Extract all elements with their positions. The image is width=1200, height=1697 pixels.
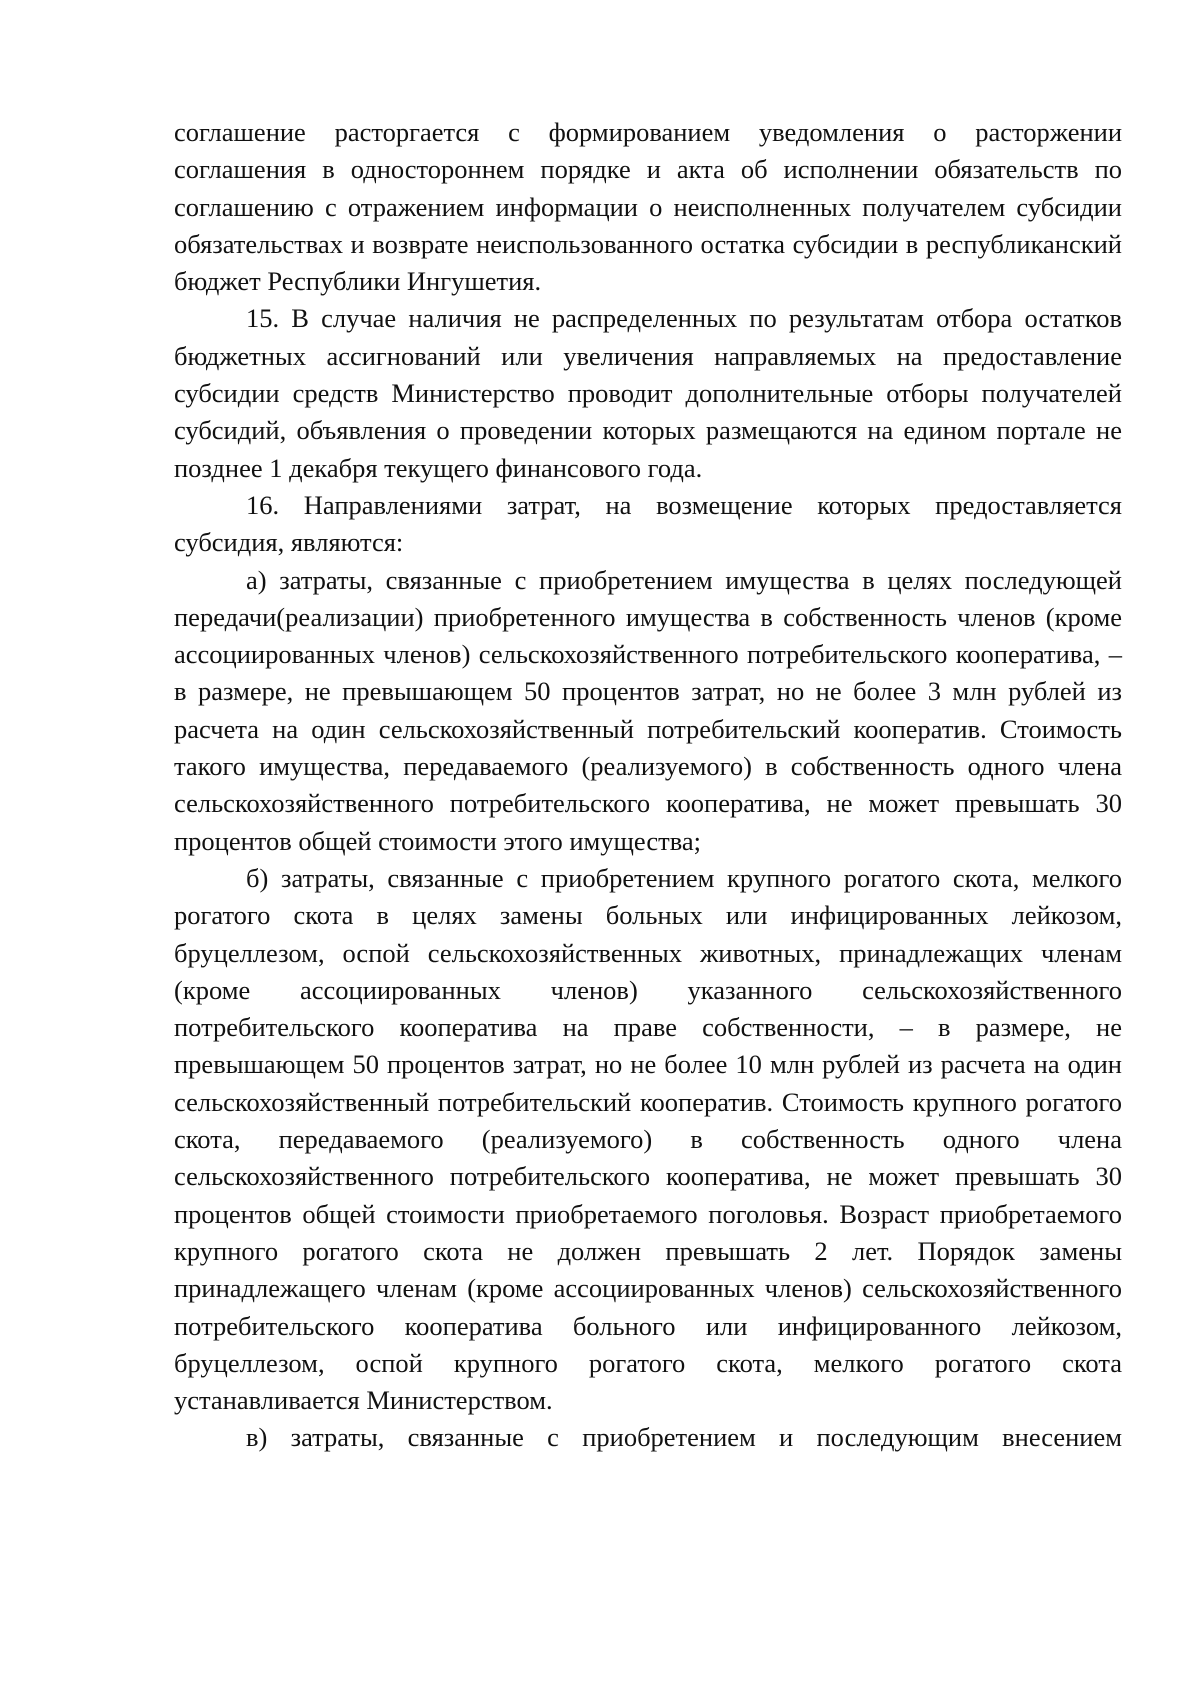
paragraph-subitem-a: а) затраты, связанные с приобретением имущества в целях последующей передачи(реализации) приобретенного имущества в собственность членов (кроме ассоциированных членов) сельскохозяйственного потребительского кооператива, – в размере, не превышающем 50 процентов затрат, но не более 3 млн рублей из расчета на один сельскохозяйственный потребительский кооператив. Стоимость такого имущества, передаваемого (реализуемого) в собственность одного члена сельскохозяйственного потребительского кооператива, не может превышать 30 процентов общей стоимости этого имущества; [174,564,1122,856]
paragraph-item-15: 15. В случае наличия не распределенных по результатам отбора остатков бюджетных ассигнований или увеличения направляемых на предоставление субсидии средств Министерство проводит дополнительные отборы получателей субсидий, объявления о проведении которых размещаются на едином портале не позднее 1 декабря текущего финансового года. [174,303,1122,483]
paragraph-subitem-v: в) затраты, связанные с приобретением и последующим внесением [246,1422,1122,1453]
paragraph-item-16: 16. Направлениями затрат, на возмещение которых предоставляется субсидия, являются: [174,489,1122,558]
paragraph-subitem-b: б) затраты, связанные с приобретением крупного рогатого скота, мелкого рогатого скота в целях замены больных или инфицированных лейкозом, бруцеллезом, оспой сельскохозяйственных животных, принадлежащих членам (кроме ассоциированных членов) указанного сельскохозяйственного потребительского кооператива на праве собственности, – в размере, не превышающем 50 процентов затрат, но не более 10 млн рублей из расчета на один сельскохозяйственный потребительский кооператив. Стоимость крупного рогатого скота, передаваемого (реализуемого) в собственность одного члена сельскохозяйственного потребительского кооператива, не может превышать 30 процентов общей стоимости приобретаемого поголовья. Возраст приобретаемого крупного рогатого скота не должен превышать 2 лет. Порядок замены принадлежащего членам (кроме ассоциированных членов) сельскохозяйственного потребительского кооператива больного или инфицированного лейкозом, бруцеллезом, оспой крупного рогатого скота, мелкого рогатого скота устанавливается Министерством. [174,862,1122,1416]
document-body [174,114,1122,1457]
paragraph-continuation: соглашение расторгается с формированием уведомления о расторжении соглашения в одностороннем порядке и акта об исполнении обязательств по соглашению с отражением информации о неисполненных получателем субсидии обязательствах и возврате неиспользованного остатка субсидии в республиканский бюджет Республики Ингушетия. [174,117,1122,297]
